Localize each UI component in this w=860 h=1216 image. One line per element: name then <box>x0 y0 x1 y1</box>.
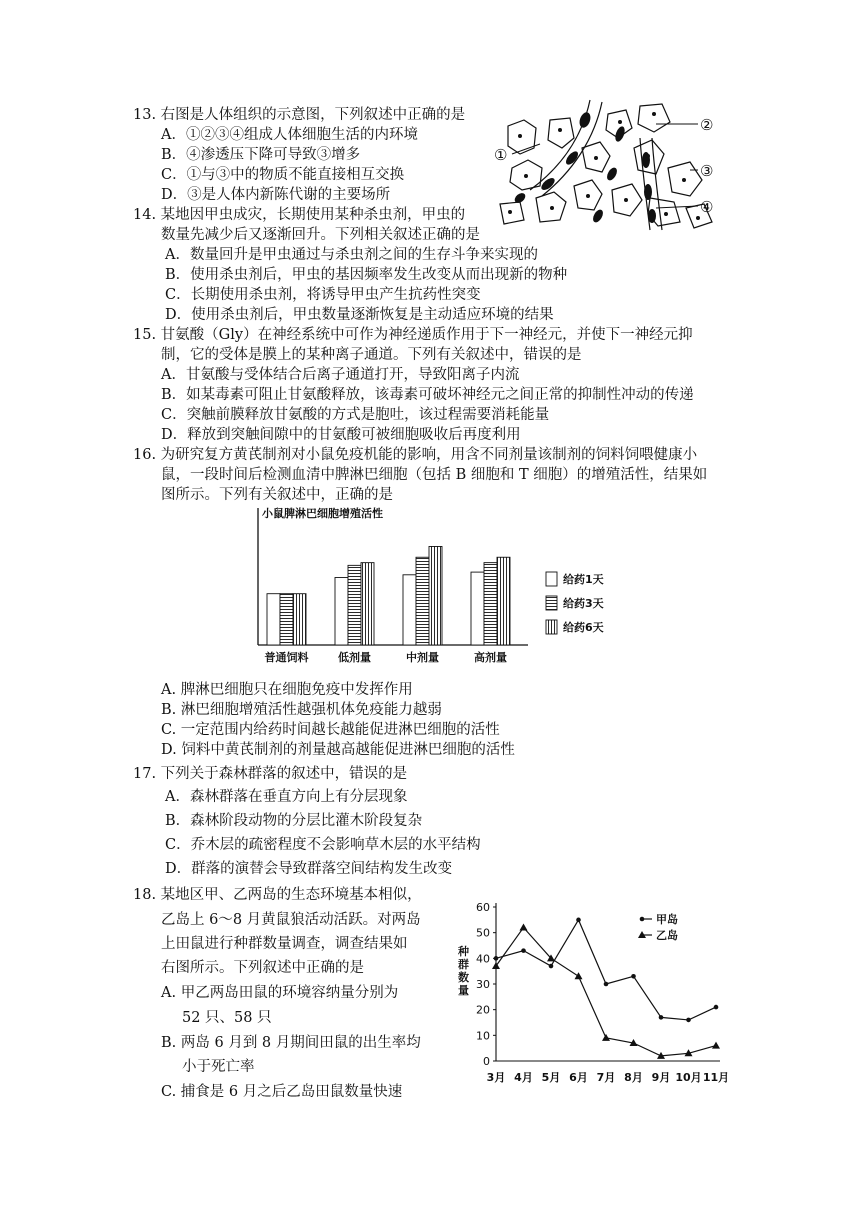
yi-point <box>520 924 528 931</box>
bar-legend-swatch <box>546 620 557 634</box>
bar-legend-label: 给药6天 <box>563 621 604 634</box>
q14-option-a: A．数量回升是甲虫通过与杀虫剂之间的生存斗争来实现的 <box>165 247 538 263</box>
bar <box>348 565 361 645</box>
line-legend-label: 甲岛 <box>656 913 678 926</box>
q17-stem: 17. 下列关于森林群落的叙述中，错误的是 <box>133 766 408 782</box>
q18-stem-line4: 右图所示。下列叙述中正确的是 <box>161 960 364 976</box>
q18-option-b-cont: 小于死亡率 <box>182 1059 255 1075</box>
bar-chart <box>250 500 630 670</box>
bar-category-label: 中剂量 <box>406 651 439 664</box>
q15-option-d: D．释放到突触间隙中的甘氨酸可被细胞吸收后再度利用 <box>161 427 521 443</box>
line-legend-marker <box>640 917 645 922</box>
x-tick-label: 4月 <box>514 1071 533 1084</box>
q15-option-c: C．突触前膜释放甘氨酸的方式是胞吐，该过程需要消耗能量 <box>161 407 550 423</box>
q13-option-b: B．④渗透压下降可导致③增多 <box>161 147 361 163</box>
q16-option-c: C. 一定范围内给药时间越长越能促进淋巴细胞的活性 <box>161 722 500 738</box>
q13-option-c: C．①与③中的物质不能直接相互交换 <box>161 167 405 183</box>
x-tick-label: 7月 <box>596 1071 616 1084</box>
q14-option-d: D．使用杀虫剂后，甲虫数量逐渐恢复是主动适应环境的结果 <box>165 307 554 323</box>
x-tick-label: 9月 <box>651 1071 671 1084</box>
bar-legend-swatch <box>546 572 557 586</box>
bar-legend-label: 给药3天 <box>563 597 604 610</box>
q17-option-c: C．乔木层的疏密程度不会影响草木层的水平结构 <box>165 837 481 853</box>
jia-point <box>686 1018 691 1023</box>
q13-option-d: D．③是人体内新陈代谢的主要场所 <box>161 187 391 203</box>
bar <box>429 546 442 645</box>
bar <box>361 563 374 645</box>
q18-option-a-cont: 52 只、58 只 <box>182 1010 272 1026</box>
q18-option-b: B. 两岛 6 月到 8 月期间田鼠的出生率均 <box>161 1035 421 1051</box>
x-tick-label: 3月 <box>486 1071 506 1084</box>
q16-option-b: B. 淋巴细胞增殖活性越强机体免疫能力越弱 <box>161 702 442 718</box>
x-tick-label: 11月 <box>702 1071 730 1084</box>
figure-label-3: ③ <box>700 162 714 180</box>
line-legend-label: 乙岛 <box>656 929 678 942</box>
q18-stem-line1: 18. 某地区甲、乙两岛的生态环境基本相似， <box>133 887 422 903</box>
q14-stem-line1: 14. 某地因甲虫成灾，长期使用某种杀虫剂，甲虫的 <box>133 207 466 223</box>
q13-stem: 13. 右图是人体组织的示意图，下列叙述中正确的是 <box>133 107 466 123</box>
bar <box>484 563 497 645</box>
y-tick-label: 40 <box>476 952 490 966</box>
yi-point <box>575 972 583 979</box>
yi-point <box>602 1034 610 1041</box>
y-tick-label: 50 <box>476 926 490 940</box>
jia-point <box>714 1005 719 1010</box>
y-tick-label: 30 <box>476 978 490 991</box>
jia-point <box>659 1015 664 1020</box>
x-tick-label: 6月 <box>569 1071 588 1084</box>
line-chart <box>448 895 738 1095</box>
y-axis-label: 种群数量 <box>458 945 469 997</box>
q17-option-a: A．森林群落在垂直方向上有分层现象 <box>165 789 408 805</box>
q18-option-c: C. 捕食是 6 月之后乙岛田鼠数量快速 <box>161 1084 403 1100</box>
bar <box>267 594 280 645</box>
x-tick-label: 5月 <box>541 1071 561 1084</box>
y-tick-label: 20 <box>476 1003 490 1017</box>
figure-label-4: ④ <box>700 198 714 216</box>
bar <box>403 575 416 645</box>
bar <box>335 578 348 646</box>
q16-stem-line3: 图所示。下列有关叙述中，正确的是 <box>161 487 393 503</box>
q17-option-b: B．森林阶段动物的分层比灌木阶段复杂 <box>165 813 423 829</box>
q17-option-d: D．群落的演替会导致群落空间结构发生改变 <box>165 861 453 877</box>
jia-point <box>521 948 526 953</box>
bar-legend-swatch <box>546 596 557 610</box>
q14-option-c: C．长期使用杀虫剂，将诱导甲虫产生抗药性突变 <box>165 287 481 303</box>
bar <box>416 557 429 645</box>
q15-option-b: B．如某毒素可阻止甘氨酸释放，该毒素可破坏神经元之间正常的抑制性冲动的传递 <box>161 387 694 403</box>
jia-point <box>549 964 554 969</box>
y-tick-label: 60 <box>476 901 490 914</box>
bar <box>280 594 293 645</box>
tissue-diagram <box>490 98 730 234</box>
x-tick-label: 8月 <box>624 1071 643 1084</box>
q15-option-a: A．甘氨酸与受体结合后离子通道打开，导致阳离子内流 <box>161 367 520 383</box>
bar-category-label: 低剂量 <box>338 651 371 664</box>
x-tick-label: 10月 <box>675 1071 702 1084</box>
yi-point <box>712 1042 720 1049</box>
bar <box>471 572 484 645</box>
y-tick-label: 10 <box>476 1029 490 1043</box>
figure-label-1: ① <box>494 146 508 164</box>
figure-label-2: ② <box>700 116 714 134</box>
q18-stem-line2: 乙岛上 6～8 月黄鼠狼活动活跃。对两岛 <box>161 912 421 928</box>
bar-chart-title: 小鼠脾淋巴细胞增殖活性 <box>262 507 383 520</box>
jia-point <box>494 956 499 961</box>
series-jia-line <box>496 920 716 1020</box>
bar-category-label: 普通饲料 <box>264 651 309 664</box>
q14-stem-line2: 数量先减少后又逐渐回升。下列相关叙述正确的是 <box>161 227 480 243</box>
jia-point <box>576 918 581 923</box>
q16-stem-line2: 鼠，一段时间后检测血清中脾淋巴细胞（包括 B 细胞和 T 细胞）的增殖活性，结果如 <box>161 467 708 483</box>
q15-stem-line2: 制，它的受体是膜上的某种离子通道。下列有关叙述中，错误的是 <box>161 347 582 363</box>
bar-category-label: 高剂量 <box>474 651 507 664</box>
q18-option-a: A. 甲乙两岛田鼠的环境容纳量分别为 <box>161 985 399 1001</box>
y-tick-label: 0 <box>483 1055 490 1068</box>
bar <box>497 557 510 645</box>
jia-point <box>631 974 636 979</box>
jia-point <box>604 982 609 987</box>
q14-option-b: B．使用杀虫剂后，甲虫的基因频率发生改变从而出现新的物种 <box>165 267 568 283</box>
q16-option-a: A. 脾淋巴细胞只在细胞免疫中发挥作用 <box>161 682 413 698</box>
bar <box>293 594 306 645</box>
q16-option-d: D. 饲料中黄芪制剂的剂量越高越能促进淋巴细胞的活性 <box>161 742 515 758</box>
bar-legend-label: 给药1天 <box>563 573 604 586</box>
q16-stem-line1: 16. 为研究复方黄芪制剂对小鼠免疫机能的影响，用含不同剂量该制剂的饲料饲喂健康小 <box>133 447 698 463</box>
q13-option-a: A．①②③④组成人体细胞生活的内环境 <box>161 127 418 143</box>
q18-stem-line3: 上田鼠进行种群数量调查，调查结果如 <box>161 936 408 952</box>
q15-stem-line1: 15. 甘氨酸（Gly）在神经系统中可作为神经递质作用于下一神经元，并使下一神经元抑 <box>133 327 693 343</box>
